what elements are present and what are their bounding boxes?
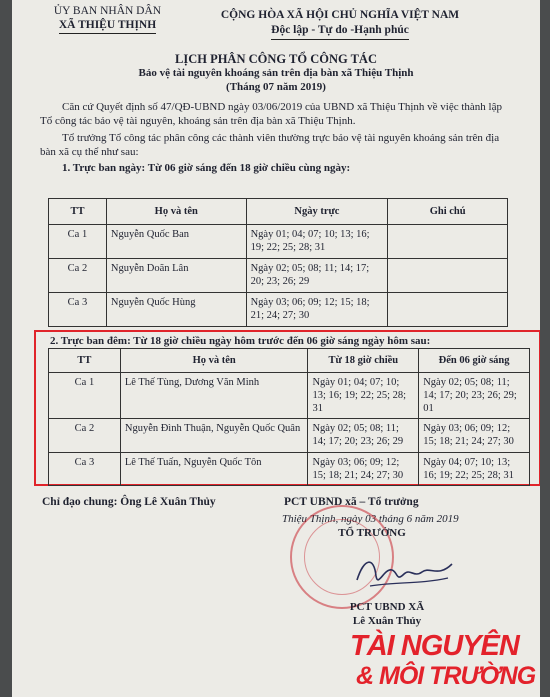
duty-days-cell: Ngày 02; 05; 08; 11; 14; 17; 20; 23; 26; 29 bbox=[246, 259, 388, 293]
shift-cell: Ca 1 bbox=[49, 373, 121, 419]
shift-cell: Ca 2 bbox=[49, 259, 107, 293]
place-and-date: Thiệu Thịnh, ngày 03 tháng 6 năm 2019 bbox=[282, 513, 459, 525]
table-row bbox=[49, 373, 530, 419]
shift-cell: Ca 3 bbox=[49, 453, 121, 486]
duty-days-cell: Ngày 01; 04; 07; 10; 13; 16; 19; 22; 25; 28; 31 bbox=[246, 225, 388, 259]
table-row bbox=[49, 293, 508, 327]
end-days-cell: Ngày 04; 07; 10; 13; 16; 19; 22; 25; 28; 31 bbox=[419, 453, 530, 486]
night-shift-heading: 2. Trực ban đêm: Từ 18 giờ chiều ngày hôm trước đến 06 giờ sáng ngày hôm sau: bbox=[50, 335, 431, 347]
end-days-cell: Ngày 03; 06; 09; 12; 15; 18; 21; 24; 27; 30 bbox=[419, 419, 530, 453]
table-header-row bbox=[49, 349, 530, 373]
table-row bbox=[49, 419, 530, 453]
night-shift-table bbox=[48, 348, 530, 486]
column-header: Đến 06 giờ sáng bbox=[419, 349, 530, 373]
assignment-paragraph: Tổ trưởng Tổ công tác phân công các thành viên thường trực bảo vệ tài nguyên khoáng sản trên địa bàn xã cụ thể như sau: bbox=[40, 132, 500, 158]
shift-cell: Ca 3 bbox=[49, 293, 107, 327]
member-name-cell: Lê Thế Tuấn, Nguyễn Quốc Tôn bbox=[120, 453, 308, 486]
member-name-cell: Nguyễn Doãn Lân bbox=[106, 259, 246, 293]
document-period: (Tháng 07 năm 2019) bbox=[226, 81, 326, 93]
document-page bbox=[12, 0, 540, 697]
national-motto: Độc lập - Tự do -Hạnh phúc bbox=[271, 23, 409, 40]
column-header: TT bbox=[49, 199, 107, 225]
member-name-cell: Nguyễn Quốc Hùng bbox=[106, 293, 246, 327]
column-header: Từ 18 giờ chiều bbox=[308, 349, 419, 373]
nation-name: CỘNG HÒA XÃ HỘI CHỦ NGHĨA VIỆT NAM bbox=[220, 9, 460, 21]
issuing-authority bbox=[20, 4, 195, 34]
column-header: Họ và tên bbox=[120, 349, 308, 373]
logo-line-1: TÀI NGUYÊN bbox=[350, 630, 519, 662]
signature-icon bbox=[352, 548, 462, 598]
authority-line-1: ỦY BAN NHÂN DÂN bbox=[53, 5, 162, 17]
signer-position: PCT UBND XÃ bbox=[349, 601, 425, 613]
start-days-cell: Ngày 02; 05; 08; 11; 14; 17; 20; 23; 26; 29 bbox=[308, 419, 419, 453]
legal-basis-paragraph: Căn cứ Quyết định số 47/QĐ-UBND ngày 03/06/2019 của UBND xã Thiệu Thịnh về việc thành lập Tổ công tác bảo vệ tài nguyên, khoáng sản trên địa bàn xã Thiệu Thịnh. bbox=[40, 101, 502, 127]
general-direction: Chỉ đạo chung: Ông Lê Xuân Thủy bbox=[42, 496, 216, 508]
shift-cell: Ca 1 bbox=[49, 225, 107, 259]
column-header: Ghi chú bbox=[388, 199, 508, 225]
table-header-row bbox=[49, 199, 508, 225]
national-header bbox=[200, 8, 480, 40]
column-header: Ngày trực bbox=[246, 199, 388, 225]
member-name-cell: Nguyễn Đình Thuận, Nguyễn Quốc Quân bbox=[120, 419, 308, 453]
signer-role: TỔ TRƯỞNG bbox=[338, 527, 406, 539]
day-shift-heading: 1. Trực ban ngày: Từ 06 giờ sáng đến 18 giờ chiều cùng ngày: bbox=[62, 162, 351, 174]
column-header: Họ và tên bbox=[106, 199, 246, 225]
signer-title: PCT UBND xã – Tổ trưởng bbox=[284, 496, 419, 508]
duty-days-cell: Ngày 03; 06; 09; 12; 15; 18; 21; 24; 27; 30 bbox=[246, 293, 388, 327]
table-row bbox=[49, 453, 530, 486]
note-cell bbox=[388, 225, 508, 259]
signer-name: Lê Xuân Thủy bbox=[352, 615, 422, 627]
member-name-cell: Nguyễn Quốc Ban bbox=[106, 225, 246, 259]
start-days-cell: Ngày 03; 06; 09; 12; 15; 18; 21; 24; 27; 30 bbox=[308, 453, 419, 486]
document-subtitle: Bảo vệ tài nguyên khoáng sản trên địa bàn xã Thiệu Thịnh bbox=[138, 67, 414, 79]
table-row bbox=[49, 225, 508, 259]
note-cell bbox=[388, 293, 508, 327]
day-shift-table bbox=[48, 198, 508, 327]
note-cell bbox=[388, 259, 508, 293]
start-days-cell: Ngày 01; 04; 07; 10; 13; 16; 19; 22; 25; 28; 31 bbox=[308, 373, 419, 419]
shift-cell: Ca 2 bbox=[49, 419, 121, 453]
intro-text bbox=[40, 100, 510, 175]
authority-line-2: XÃ THIỆU THỊNH bbox=[59, 18, 156, 34]
publisher-logo bbox=[350, 630, 540, 697]
document-title: LỊCH PHÂN CÔNG TỔ CÔNG TÁC bbox=[175, 52, 377, 66]
member-name-cell: Lê Thế Tùng, Dương Văn Minh bbox=[120, 373, 308, 419]
logo-line-2: & MÔI TRƯỜNG bbox=[356, 662, 536, 690]
table-row bbox=[49, 259, 508, 293]
end-days-cell: Ngày 02; 05; 08; 11; 14; 17; 20; 23; 26; 29; 01 bbox=[419, 373, 530, 419]
column-header: TT bbox=[49, 349, 121, 373]
